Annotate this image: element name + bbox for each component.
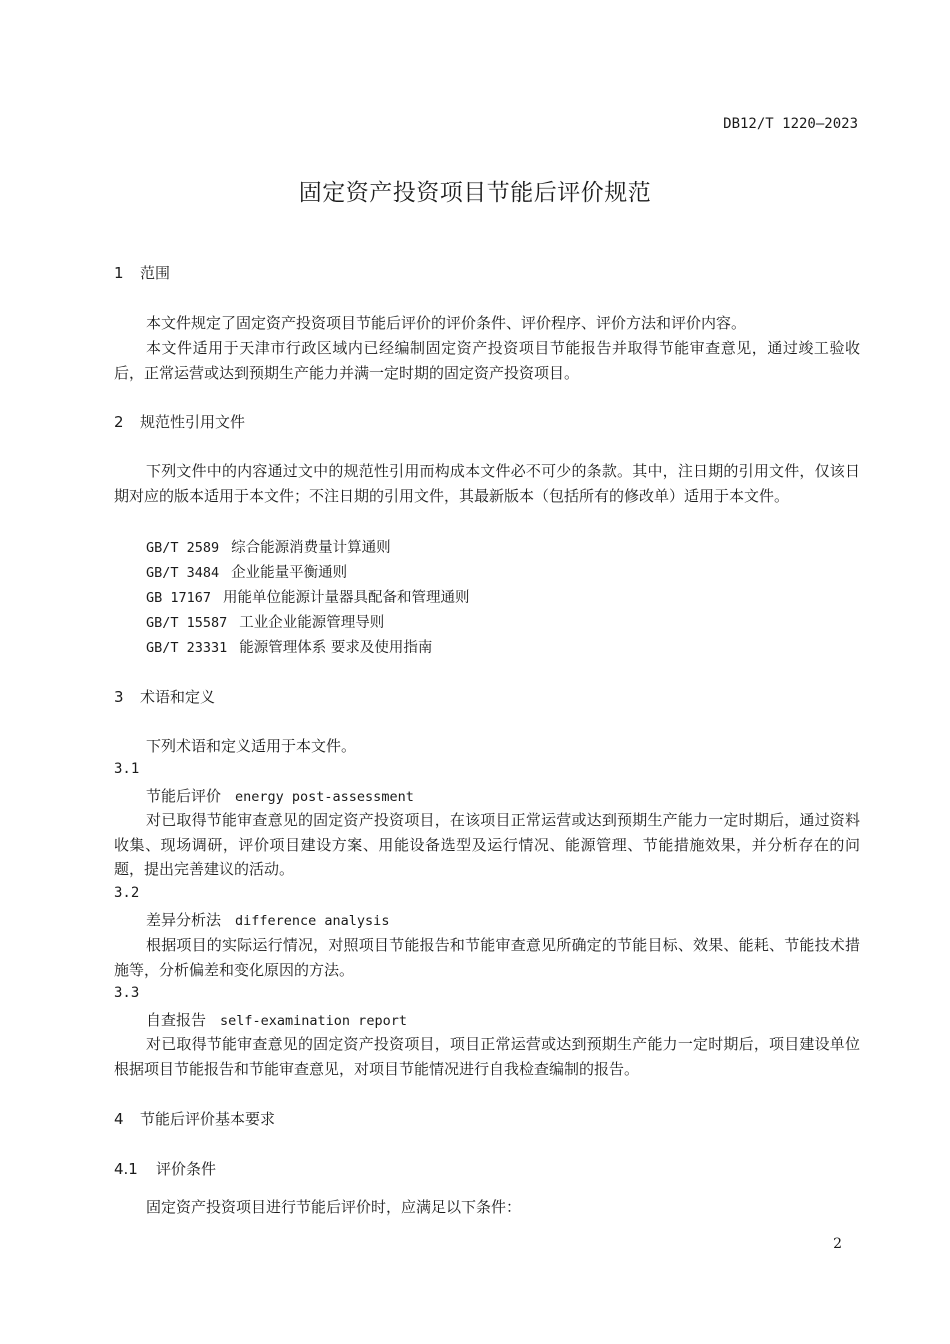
reference-code: GB/T 2589 (146, 540, 220, 556)
reference-item (146, 561, 347, 582)
term-title (146, 785, 414, 806)
document-code: DB12/T 1220—2023 (723, 116, 858, 132)
subsection-4-1-heading (114, 1158, 216, 1179)
subsection-number: 4.1 (114, 1160, 138, 1178)
term-definition: 根据项目的实际运行情况，对照项目节能报告和节能审查意见所确定的节能目标、效果、能耗、节能技术措施等，分析偏差和变化原因的方法。 (114, 936, 860, 979)
term-english: difference analysis (235, 913, 390, 929)
term-number: 3.3 (114, 985, 140, 1001)
term-english: self-examination report (220, 1013, 407, 1029)
reference-name: 企业能量平衡通则 (231, 565, 348, 581)
page-number: 2 (833, 1236, 842, 1252)
reference-item (146, 586, 470, 607)
section-title: 范围 (140, 264, 171, 282)
section-2-paragraph-1: 下列文件中的内容通过文中的规范性引用而构成本文件必不可少的条款。其中，注日期的引用文件，仅该日期对应的版本适用于本文件；不注日期的引用文件，其最新版本（包括所有的修改单）适用于本文件。 (114, 462, 860, 505)
term-definition: 对已取得节能审查意见的固定资产投资项目，在该项目正常运营或达到预期生产能力一定时期后，通过资料收集、现场调研，评价项目建设方案、用能设备选型及运行情况、能源管理、节能措施效果，并分析存在的问题，提出完善建议的活动。 (114, 811, 860, 878)
term-english: energy post-assessment (235, 789, 414, 805)
reference-code: GB/T 23331 (146, 640, 228, 656)
term-chinese: 节能后评价 (146, 787, 222, 805)
reference-item (146, 536, 391, 557)
term-number: 3.1 (114, 761, 140, 777)
subsection-title: 评价条件 (156, 1160, 217, 1178)
reference-name: 工业企业能源管理导则 (239, 615, 385, 631)
reference-item (146, 636, 432, 657)
term-definition: 对已取得节能审查意见的固定资产投资项目，项目正常运营或达到预期生产能力一定时期后，项目建设单位根据项目节能报告和节能审查意见，对项目节能情况进行自我检查编制的报告。 (114, 1035, 860, 1078)
term-title (146, 909, 389, 930)
term-chinese: 自查报告 (146, 1011, 207, 1029)
reference-name: 能源管理体系 要求及使用指南 (239, 640, 433, 656)
section-number: 1 (114, 264, 124, 282)
section-number: 3 (114, 688, 124, 706)
reference-code: GB/T 15587 (146, 615, 228, 631)
reference-name: 用能单位能源计量器具配备和管理通则 (223, 590, 470, 606)
section-number: 4 (114, 1110, 124, 1128)
section-number: 2 (114, 413, 124, 431)
section-1-heading (114, 262, 170, 283)
reference-item (146, 611, 384, 632)
reference-code: GB 17167 (146, 590, 212, 606)
term-title (146, 1009, 407, 1030)
section-title: 规范性引用文件 (140, 413, 246, 431)
section-2-heading (114, 411, 245, 432)
section-4-paragraph-1: 固定资产投资项目进行节能后评价时，应满足以下条件： (146, 1198, 522, 1216)
reference-name: 综合能源消费量计算通则 (231, 540, 391, 556)
term-number: 3.2 (114, 885, 140, 901)
reference-code: GB/T 3484 (146, 565, 220, 581)
document-title: 固定资产投资项目节能后评价规范 (298, 180, 652, 206)
section-4-heading (114, 1108, 275, 1129)
section-1-paragraph-1: 本文件规定了固定资产投资项目节能后评价的评价条件、评价程序、评价方法和评价内容。 (146, 314, 747, 332)
term-chinese: 差异分析法 (146, 911, 222, 929)
section-title: 术语和定义 (140, 688, 216, 706)
section-title: 节能后评价基本要求 (140, 1110, 276, 1128)
section-1-paragraph-2: 本文件适用于天津市行政区域内已经编制固定资产投资项目节能报告并取得节能审查意见，通过竣工验收后，正常运营或达到预期生产能力并满一定时期的固定资产投资项目。 (114, 339, 860, 382)
section-3-heading (114, 686, 215, 707)
section-3-paragraph-1: 下列术语和定义适用于本文件。 (146, 737, 357, 755)
